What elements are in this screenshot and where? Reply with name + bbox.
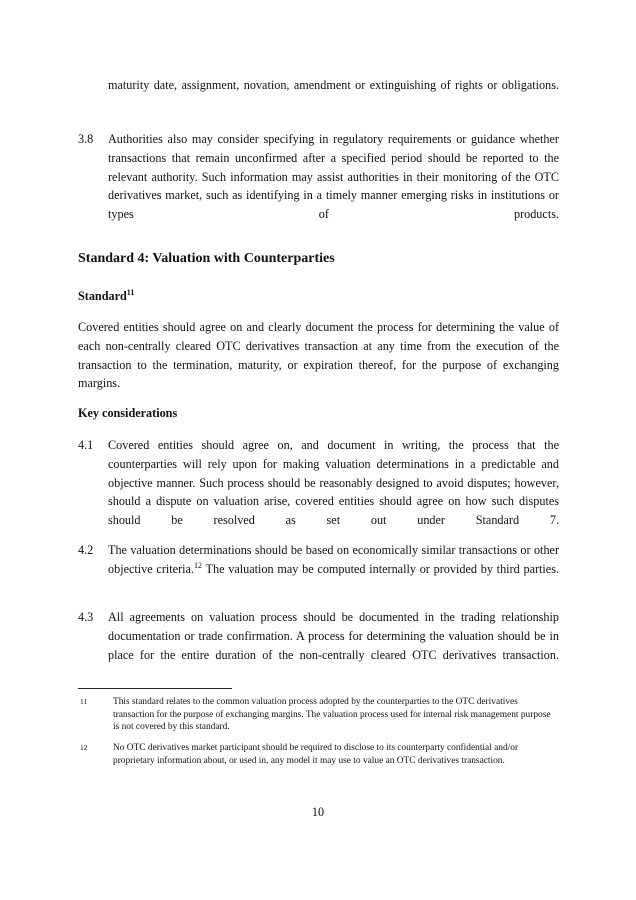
paragraph-4-3: All agreements on valuation process should be documented in the trading relationship documentation or trade confirmation. A process for determining the valuation should be in place for the entire duration of the non-centrally cleared OTC derivatives transaction. [108, 610, 559, 662]
paragraph-4-2-text-before: The valuation determinations should be based on economically similar transactions or other objective criteria. [108, 543, 559, 576]
standard-text: Covered entities should agree on and clearly document the process for determining the value of each non-centrally cleared OTC derivatives transaction at any time from the execution of the transaction to the termination, maturity, or expiration thereof, for the purpose of exchanging margins. [78, 320, 559, 391]
paragraph-number-3-8: 3.8 [78, 132, 94, 146]
section-title: Standard 4: Valuation with Counterparties [78, 251, 335, 266]
key-considerations-label: Key considerations [78, 406, 178, 420]
paragraph-4-2-text-after: The valuation may be computed internally or provided by third parties. [202, 561, 560, 576]
continued-paragraph: maturity date, assignment, novation, amendment or extinguishing of rights or obligations. [108, 78, 559, 92]
standard-label [78, 287, 134, 305]
footnote-12: No OTC derivatives market participant should be required to disclose to its counterparty confidential and/or proprietary information about, or used in, any model it may use to value an OTC derivatives transaction. [113, 743, 519, 766]
standard-label-text: Standard [78, 289, 127, 303]
paragraph-number-4-1: 4.1 [78, 438, 94, 452]
paragraph-4-2 [108, 541, 559, 597]
footnote-ref-11: 11 [126, 287, 135, 297]
footnote-ref-12: 12 [194, 560, 202, 570]
footnote-number-12: 12 [80, 743, 88, 752]
paragraph-3-8: Authorities also may consider specifying in regulatory requirements or guidance whether transactions that remain unconfirmed after a specified period should be reported to the relevant authority. Such information may assist authorities in their monitoring of the OTC derivatives market, such as identifying in a timely manner emerging risks in institutions or types of products. [108, 132, 559, 222]
footnote-11: This standard relates to the common valuation process adopted by the counterparties to the OTC derivatives transaction for the purpose of exchanging margins. The valuation process used for internal risk management purpose is not covered by this standard. [113, 697, 551, 733]
footnote-number-11: 11 [80, 697, 88, 706]
paragraph-number-4-2: 4.2 [78, 543, 94, 557]
paragraph-4-1: Covered entities should agree on, and document in writing, the process that the counterparties will rely upon for making valuation determinations in a predictable and objective manner. Such process should be reasonably designed to avoid disputes; however, should a dispute on valuation arise, covered entities should agree on how such disputes should be resolved as set out under Standard 7. [108, 438, 559, 528]
page-number: 10 [311, 805, 325, 819]
footnote-separator [78, 688, 232, 689]
paragraph-number-4-3: 4.3 [78, 610, 94, 624]
